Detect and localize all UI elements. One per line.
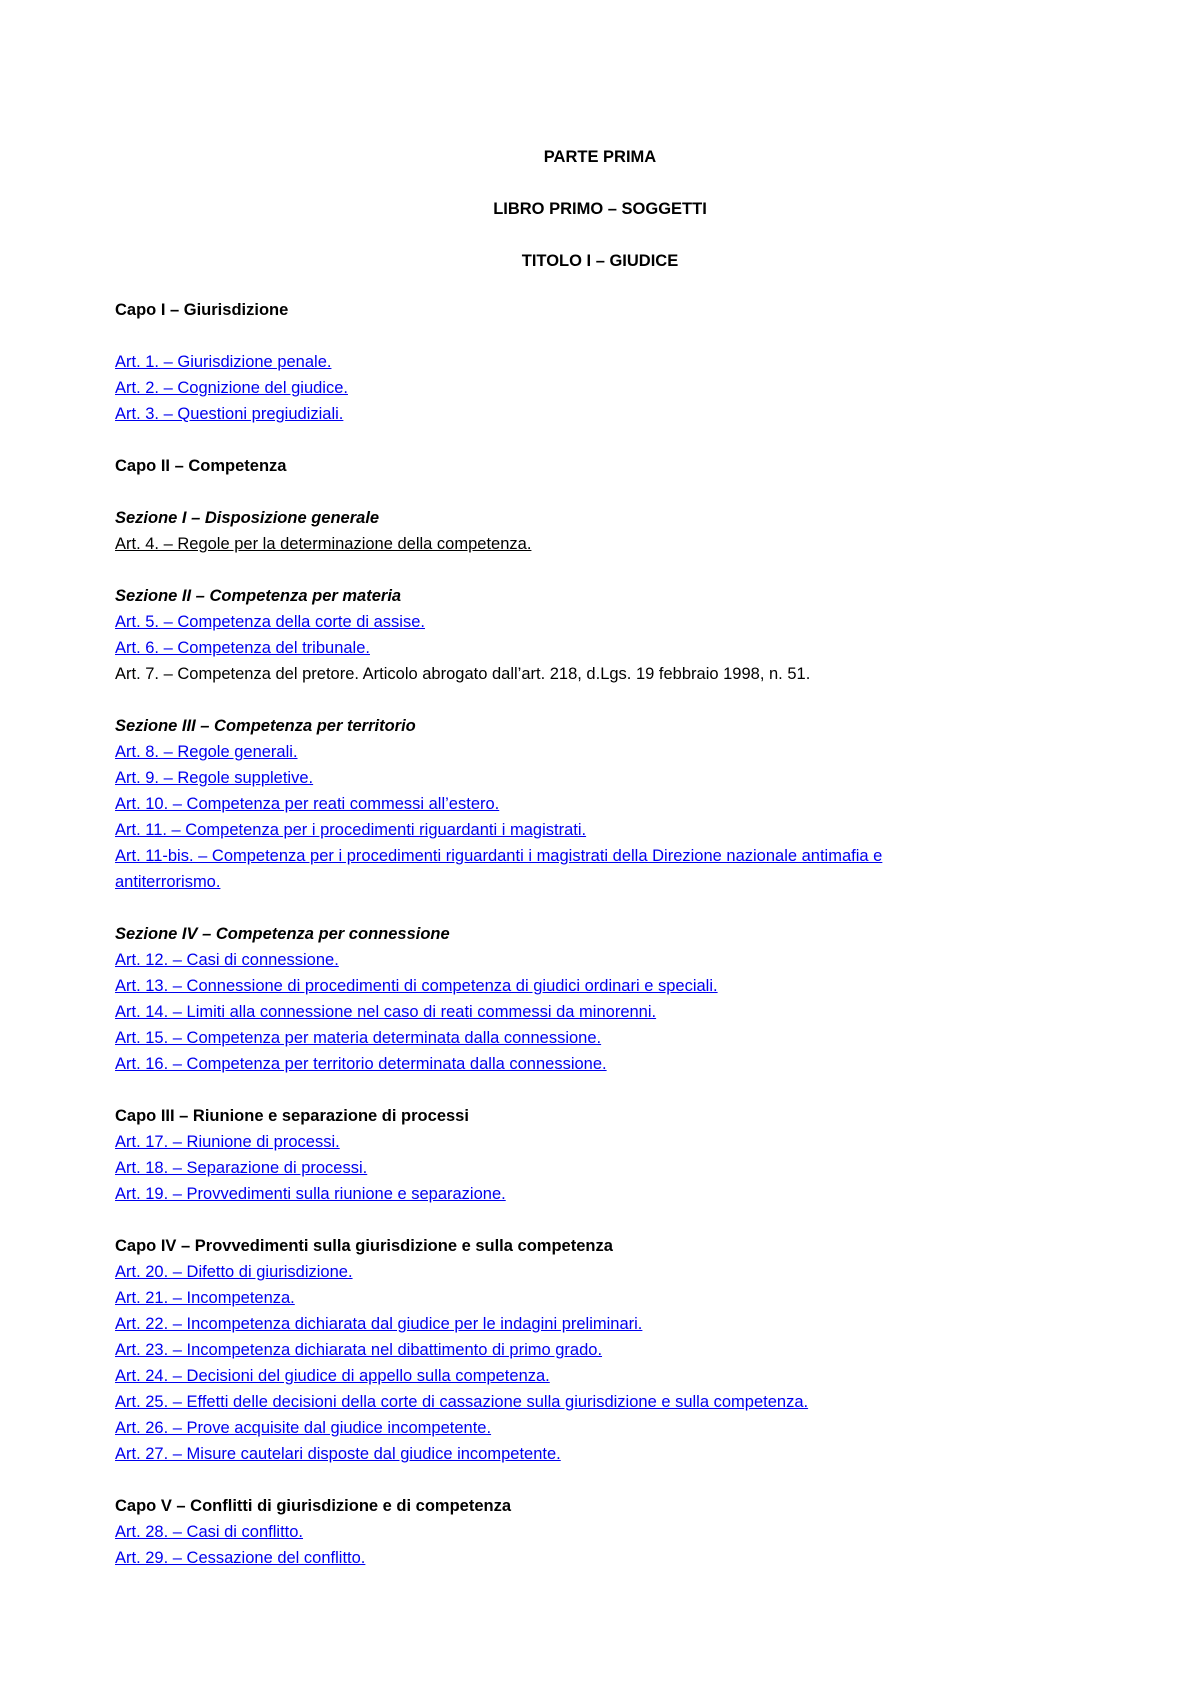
sezione-2-block [115,583,1065,687]
capo-1-block [115,297,1065,323]
article-link-13[interactable]: Art. 13. – Connessione di procedimenti di competenza di giudici ordinari e speciali. [115,977,718,995]
parte-heading: PARTE PRIMA [543,148,657,166]
capo-2-title: Capo II – Competenza [115,457,287,475]
article-link-22[interactable]: Art. 22. – Incompetenza dichiarata dal giudice per le indagini preliminari. [115,1315,643,1333]
article-link-1[interactable]: Art. 1. – Giurisdizione penale. [115,353,332,371]
article-link-10[interactable]: Art. 10. – Competenza per reati commessi all’estero. [115,795,500,813]
article-link-11-bis[interactable]: Art. 11-bis. – Competenza per i procedimenti riguardanti i magistrati della Direzione nazionale antimafia e [115,847,883,865]
sezione-1-block [115,505,1065,557]
article-link-8[interactable]: Art. 8. – Regole generali. [115,743,298,761]
article-link-27[interactable]: Art. 27. – Misure cautelari disposte dal giudice incompetente. [115,1445,561,1463]
capo-2-block [115,453,1065,479]
sezione-4-block [115,921,1065,1077]
libro-heading: LIBRO PRIMO – SOGGETTI [493,200,707,218]
article-link-12[interactable]: Art. 12. – Casi di connessione. [115,951,339,969]
sezione-1-title: Sezione I – Disposizione generale [115,509,380,527]
article-link-20[interactable]: Art. 20. – Difetto di giurisdizione. [115,1263,353,1281]
article-link-23[interactable]: Art. 23. – Incompetenza dichiarata nel dibattimento di primo grado. [115,1341,603,1359]
article-link-19[interactable]: Art. 19. – Provvedimenti sulla riunione e separazione. [115,1185,506,1203]
capo-4-title: Capo IV – Provvedimenti sulla giurisdizione e sulla competenza [115,1237,613,1255]
sezione-4-title: Sezione IV – Competenza per connessione [115,925,450,943]
article-link-2[interactable]: Art. 2. – Cognizione del giudice. [115,379,348,397]
sezione-3-title: Sezione III – Competenza per territorio [115,717,416,735]
article-link-24[interactable]: Art. 24. – Decisioni del giudice di appello sulla competenza. [115,1367,550,1385]
article-link-17[interactable]: Art. 17. – Riunione di processi. [115,1133,340,1151]
article-link-18[interactable]: Art. 18. – Separazione di processi. [115,1159,368,1177]
article-link-11[interactable]: Art. 11. – Competenza per i procedimenti riguardanti i magistrati. [115,821,587,839]
article-link-3[interactable]: Art. 3. – Questioni pregiudiziali. [115,405,344,423]
article-link-6[interactable]: Art. 6. – Competenza del tribunale. [115,639,370,657]
article-link-15[interactable]: Art. 15. – Competenza per materia determinata dalla connessione. [115,1029,602,1047]
capo-1-title: Capo I – Giurisdizione [115,301,289,319]
article-link-9[interactable]: Art. 9. – Regole suppletive. [115,769,314,787]
article-link-28[interactable]: Art. 28. – Casi di conflitto. [115,1523,304,1541]
article-7-abrogated: Art. 7. – Competenza del pretore. Articolo abrogato dall’art. 218, d.Lgs. 19 febbraio 1998, n. 51. [115,665,811,683]
article-link-5[interactable]: Art. 5. – Competenza della corte di assise. [115,613,425,631]
capo-1-articles [115,349,1065,427]
article-link-11-bis-continued[interactable]: antiterrorismo. [115,873,221,891]
titolo-heading: TITOLO I – GIUDICE [521,252,679,270]
article-link-25[interactable]: Art. 25. – Effetti delle decisioni della corte di cassazione sulla giurisdizione e sulla competenza. [115,1393,809,1411]
sezione-2-title: Sezione II – Competenza per materia [115,587,402,605]
capo-5-block [115,1493,1065,1571]
article-link-26[interactable]: Art. 26. – Prove acquisite dal giudice incompetente. [115,1419,492,1437]
sezione-3-block [115,713,1065,895]
capo-5-title: Capo V – Conflitti di giurisdizione e di competenza [115,1497,512,1515]
capo-3-block [115,1103,1065,1207]
article-link-21[interactable]: Art. 21. – Incompetenza. [115,1289,295,1307]
article-link-29[interactable]: Art. 29. – Cessazione del conflitto. [115,1549,366,1567]
article-link-4[interactable]: Art. 4. – Regole per la determinazione della competenza. [115,535,532,553]
capo-4-block [115,1233,1065,1467]
table-of-contents [115,297,1065,1597]
capo-3-title: Capo III – Riunione e separazione di processi [115,1107,469,1125]
article-link-16[interactable]: Art. 16. – Competenza per territorio determinata dalla connessione. [115,1055,607,1073]
article-link-14[interactable]: Art. 14. – Limiti alla connessione nel caso di reati commessi da minorenni. [115,1003,657,1021]
